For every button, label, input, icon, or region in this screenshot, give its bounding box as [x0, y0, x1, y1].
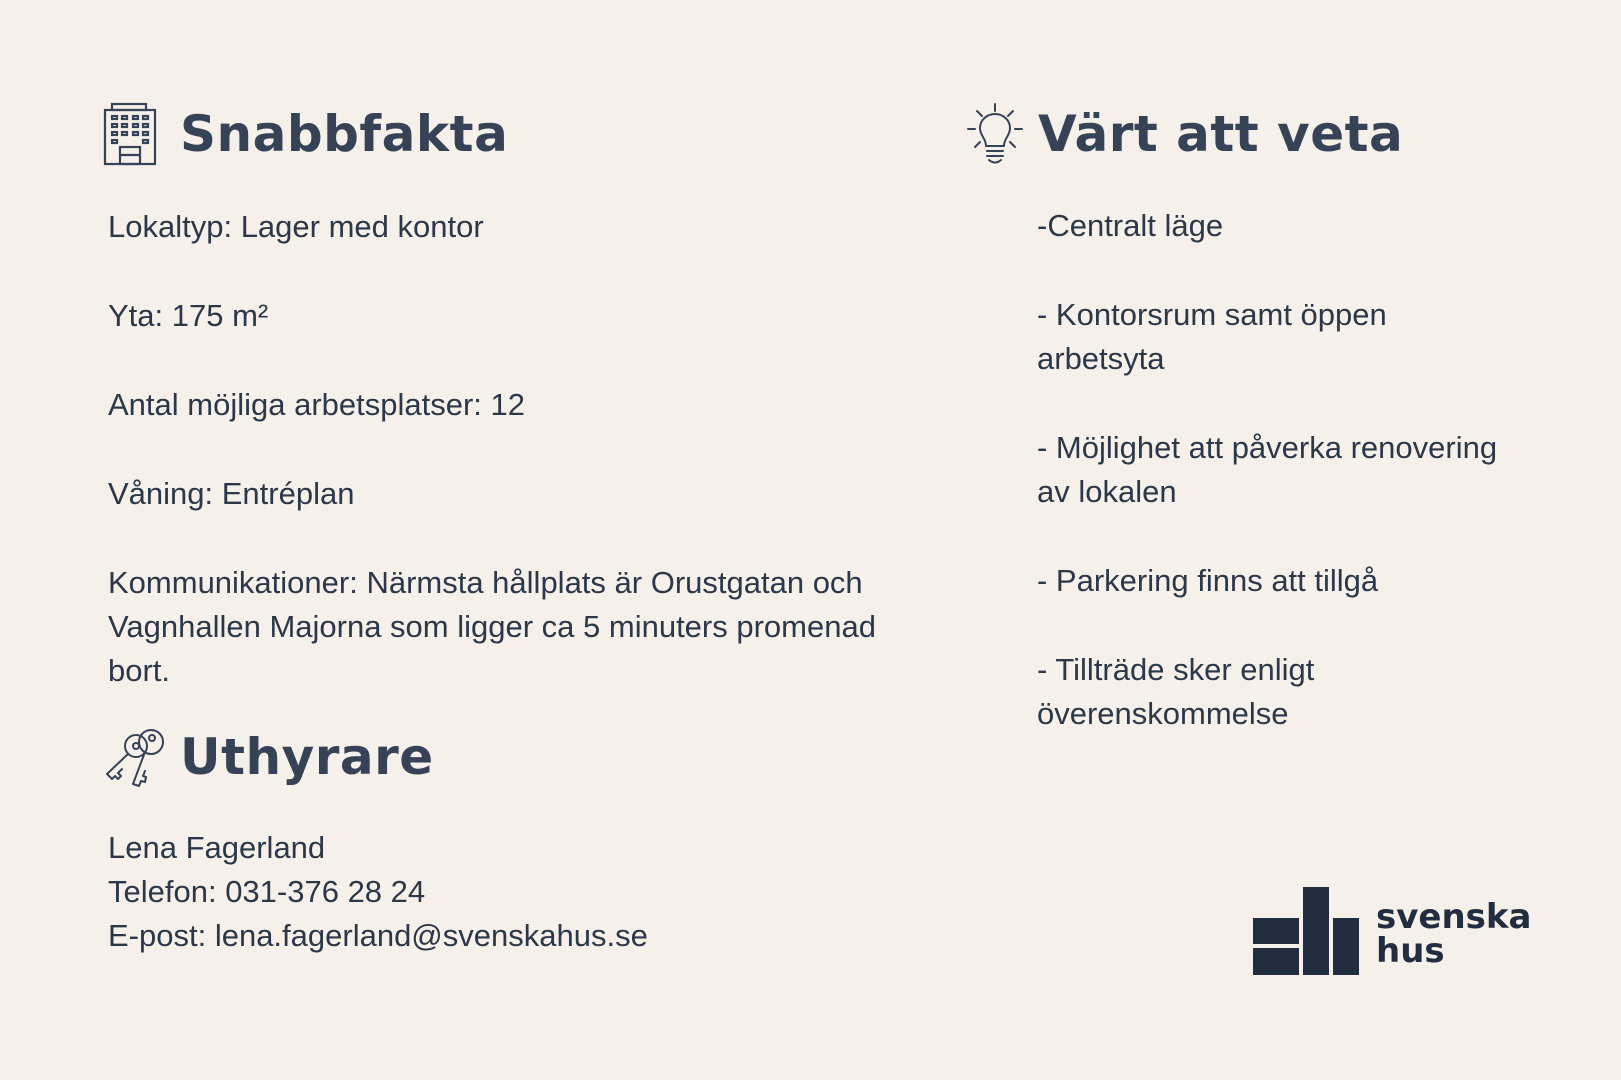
fact-arbetsplatser: Antal möjliga arbetsplatser: 12: [108, 387, 526, 422]
lightbulb-icon: [966, 102, 1024, 166]
info-item: - Möjlighet att påverka renovering av lokalen: [1037, 430, 1498, 509]
info-item: -Centralt läge: [1037, 208, 1224, 243]
svenska-hus-logo: [1253, 887, 1531, 975]
info-item: - Kontorsrum samt öppen arbetsyta: [1037, 297, 1387, 376]
logo-mark-icon: [1253, 887, 1359, 975]
info-item: - Parkering finns att tillgå: [1037, 563, 1379, 598]
fact-vaning: Våning: Entréplan: [108, 476, 355, 511]
fact-yta: Yta: 175 m²: [108, 298, 269, 333]
fact-kommunikationer: Kommunikationer: Närmsta hållplats är Orustgatan och Vagnhallen Majorna som ligger ca 5 minuters promenad bort.: [108, 565, 876, 688]
uthyrare-heading: [103, 724, 434, 790]
contact-phone: Telefon: 031-376 28 24: [108, 874, 426, 909]
info-item: - Tillträde sker enligt överenskommelse: [1037, 652, 1315, 731]
logo-text: [1376, 897, 1532, 971]
logo-line-svenska: svenska: [1376, 897, 1532, 937]
fact-lokaltyp: Lokaltyp: Lager med kontor: [108, 209, 484, 244]
contact-email: E-post: lena.fagerland@svenskahus.se: [108, 918, 648, 953]
logo-line-hus: hus: [1376, 931, 1445, 971]
snabbfakta-heading: [103, 102, 508, 166]
contact-name: Lena Fagerland: [108, 830, 326, 865]
keys-icon: [103, 724, 167, 790]
snabbfakta-title: Snabbfakta: [180, 105, 509, 163]
vart-att-veta-title: Värt att veta: [1038, 105, 1404, 163]
building-icon: [103, 102, 157, 166]
vart-att-veta-heading: [966, 102, 1403, 166]
uthyrare-title: Uthyrare: [180, 728, 434, 786]
